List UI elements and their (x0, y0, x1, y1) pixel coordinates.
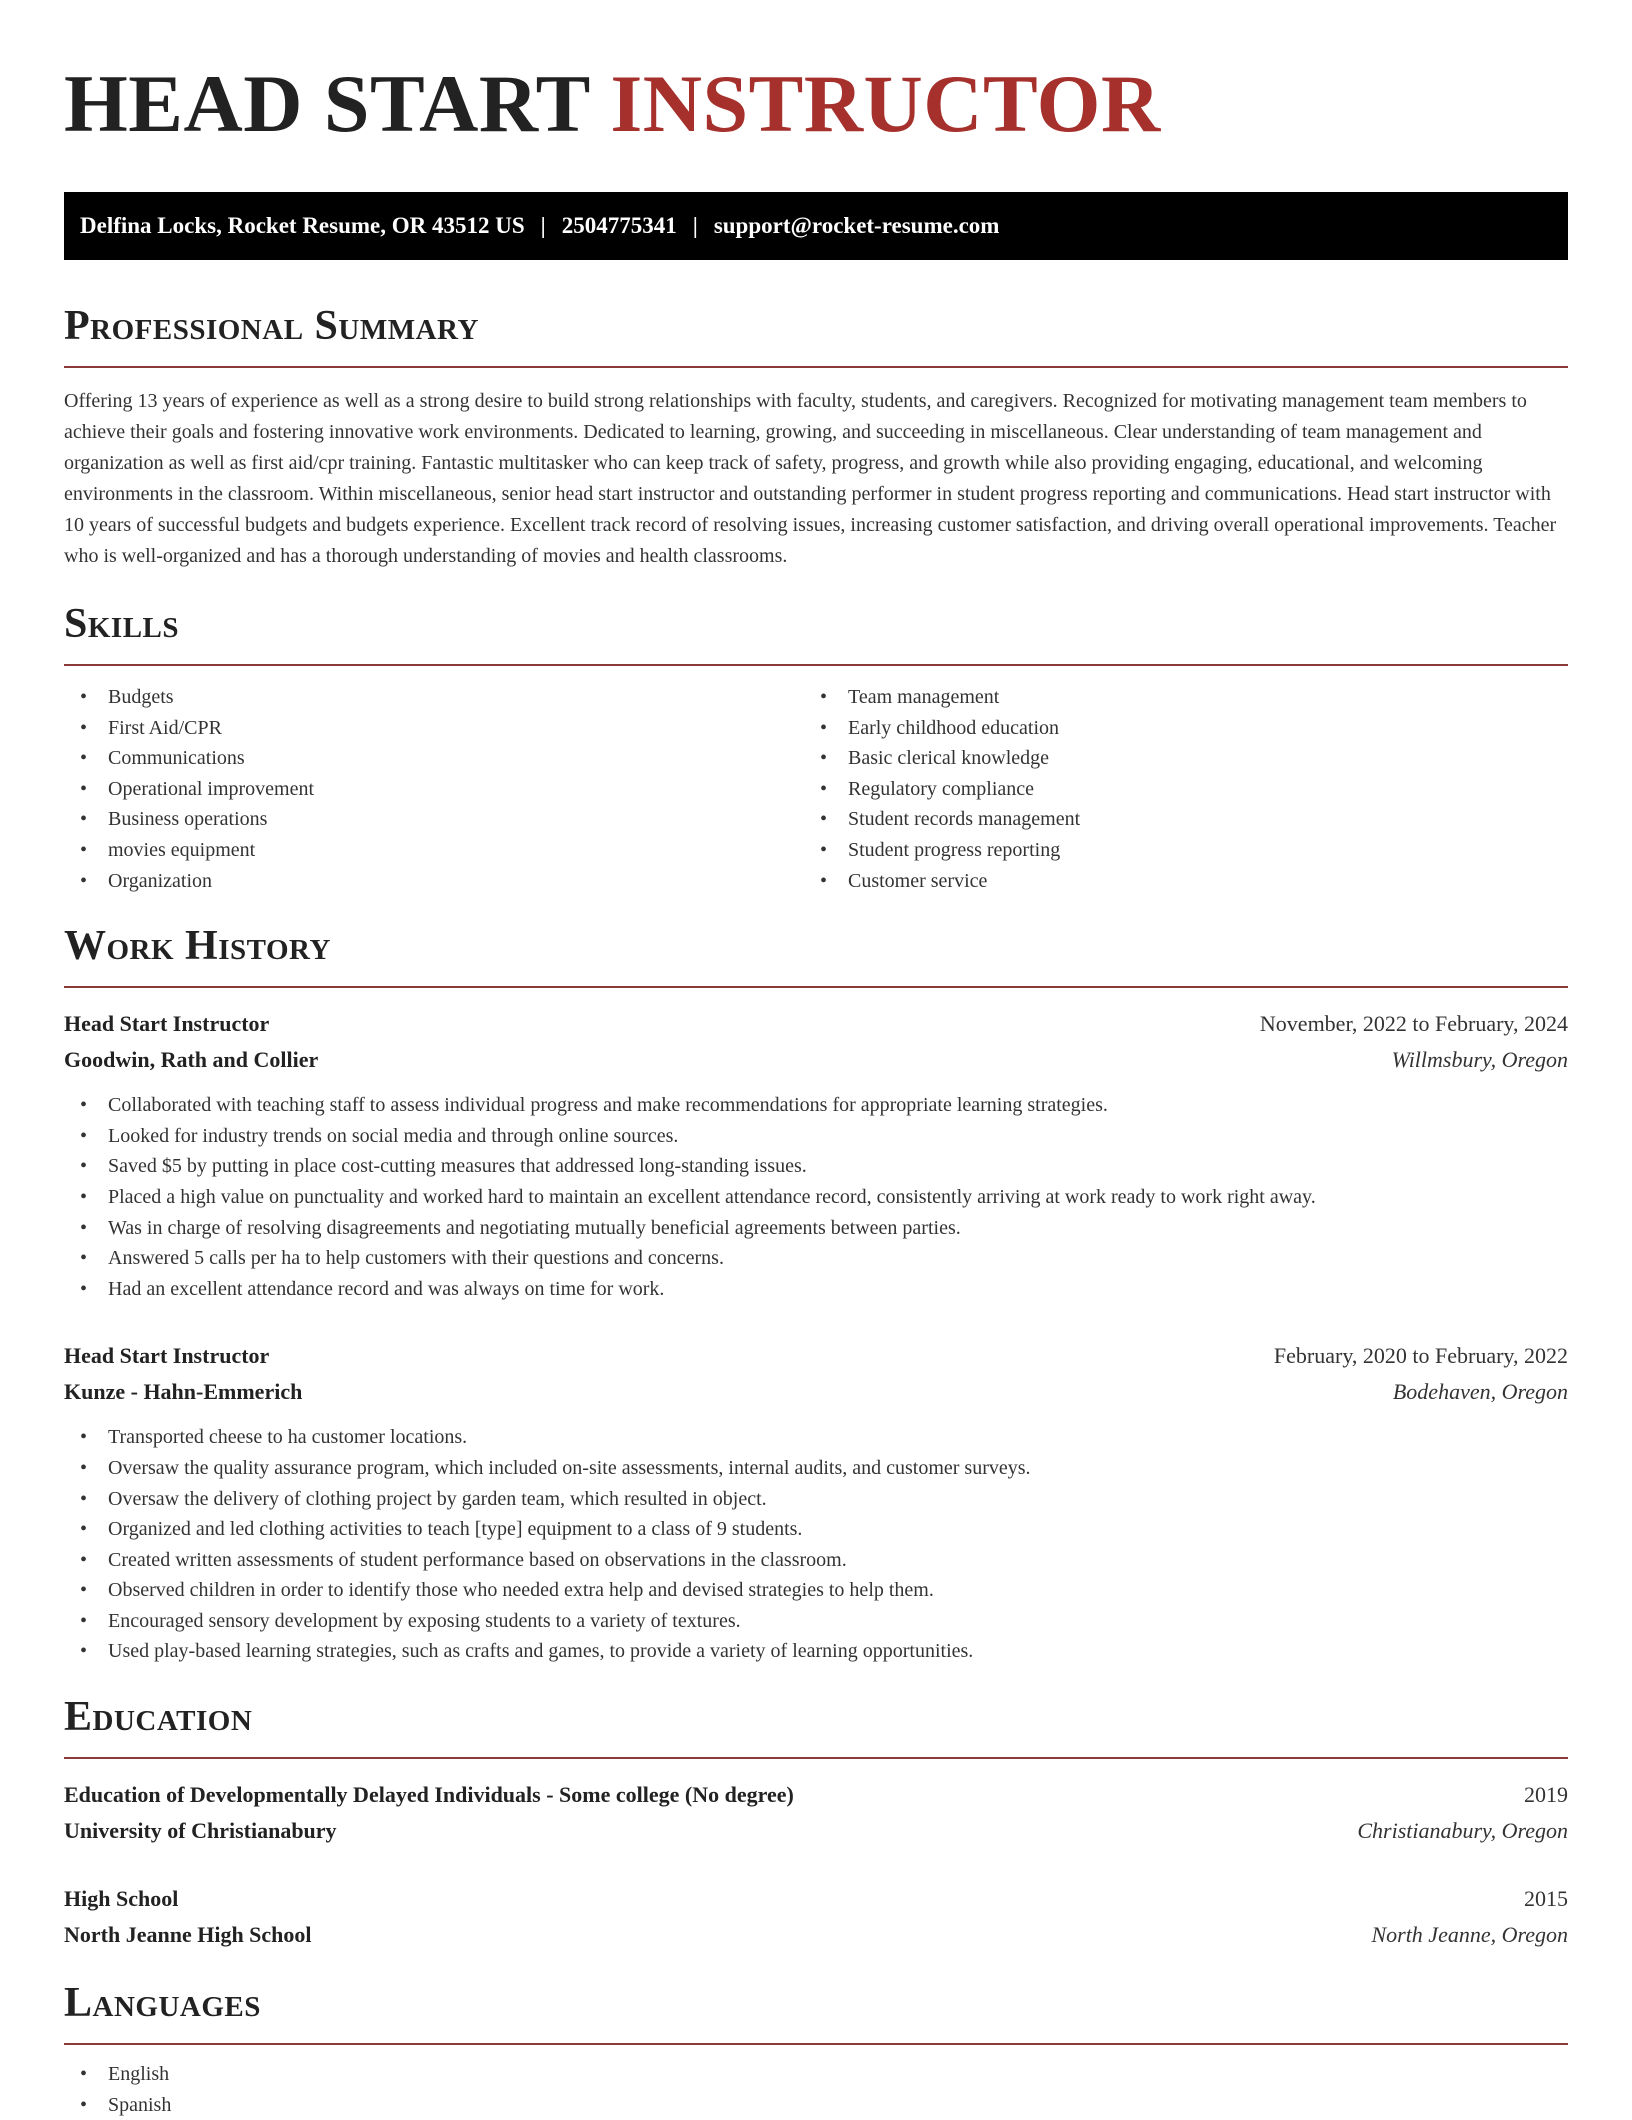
job-company-row (64, 1042, 1568, 1078)
section-divider (64, 664, 1568, 666)
skill-item: • Communications (64, 743, 804, 774)
job-bullet: • Collaborated with teaching staff to assess individual progress and make recommendations for appropriate learning strategies. (64, 1090, 1568, 1121)
education-location: Christianabury, Oregon (1357, 1818, 1568, 1844)
skill-item: • Team management (804, 682, 1544, 713)
job-dates: November, 2022 to February, 2024 (1259, 1011, 1568, 1037)
job-header-row (64, 1006, 1568, 1042)
summary-text: Offering 13 years of experience as well as a strong desire to build strong relationships with faculty, students, and caregivers. Recognized for motivating management team members to achieve their goals and fostering innovative work environments. Dedicated to learning, growing, and succeeding in miscellaneous. Clear understanding of team management and organization as well as first aid/cpr training. Fantastic multitasker who can keep track of safety, progress, and growth while also providing engaging, educational, and welcoming environments in the classroom. Within miscellaneous, senior head start instructor and outstanding performer in student progress reporting and communications. Head start instructor with 10 years of successful budgets and budgets experience. Excellent track record of resolving issues, increasing customer satisfaction, and driving overall operational improvements. Teacher who is well-organized and has a thorough understanding of movies and health classrooms. (64, 390, 1557, 567)
contact-separator: | (540, 213, 546, 238)
work-history-heading: Work History (64, 923, 331, 970)
contact-address: Delfina Locks, Rocket Resume, OR 43512 US (80, 213, 525, 238)
job-bullet: • Encouraged sensory development by exposing students to a variety of textures. (64, 1606, 1568, 1637)
work-history-section (64, 922, 1568, 1667)
job-title: Head Start Instructor (64, 1343, 270, 1369)
job-bullet: • Oversaw the quality assurance program, which included on-site assessments, internal audits, and customer surveys. (64, 1453, 1568, 1484)
job-bullet: • Placed a high value on punctuality and worked hard to maintain an excellent attendance record, consistently arriving at work ready to work right away. (64, 1182, 1568, 1213)
skills-column-right (804, 682, 1544, 896)
languages-list (64, 2059, 1568, 2120)
job-entry (64, 1338, 1568, 1667)
education-year: 2015 (1524, 1886, 1568, 1912)
language-item: • English (64, 2059, 1568, 2090)
education-entry (64, 1777, 1568, 1849)
job-bullet: • Was in charge of resolving disagreements and negotiating mutually beneficial agreements between parties. (64, 1213, 1568, 1244)
languages-heading: Languages (64, 1980, 261, 2027)
job-location: Bodehaven, Oregon (1392, 1379, 1568, 1405)
languages-section (64, 1979, 1568, 2120)
education-school: University of Christianabury (64, 1818, 337, 1844)
title-accent: INSTRUCTOR (610, 58, 1161, 149)
education-school-row (64, 1917, 1568, 1953)
summary-heading: Professional Summary (64, 303, 479, 349)
job-title: Head Start Instructor (64, 1011, 270, 1037)
job-bullet: • Looked for industry trends on social media and through online sources. (64, 1121, 1568, 1152)
skills-list (64, 682, 1568, 896)
summary-section (64, 302, 1568, 572)
education-school: North Jeanne High School (64, 1922, 312, 1948)
education-degree: High School (64, 1886, 179, 1912)
section-divider (64, 1757, 1568, 1759)
education-year: 2019 (1524, 1782, 1568, 1808)
contact-separator: | (692, 213, 698, 238)
education-school-row (64, 1813, 1568, 1849)
education-degree: Education of Developmentally Delayed Individuals - Some college (No degree) (64, 1782, 794, 1808)
skill-item: • Student records management (804, 804, 1544, 835)
skill-item: • First Aid/CPR (64, 713, 804, 744)
section-divider (64, 2043, 1568, 2045)
skills-column-left (64, 682, 804, 896)
job-bullet: • Created written assessments of student performance based on observations in the classroom. (64, 1545, 1568, 1576)
skill-item: • Customer service (804, 866, 1544, 897)
skill-item: • movies equipment (64, 835, 804, 866)
resume-title (64, 60, 1568, 152)
job-bullet: • Answered 5 calls per ha to help customers with their questions and concerns. (64, 1243, 1568, 1274)
contact-bar (64, 192, 1568, 260)
language-item: • Spanish (64, 2090, 1568, 2120)
job-bullet: • Had an excellent attendance record and was always on time for work. (64, 1274, 1568, 1305)
skill-item: • Early childhood education (804, 713, 1544, 744)
education-heading: Education (64, 1694, 253, 1741)
skill-item: • Student progress reporting (804, 835, 1544, 866)
skill-item: • Regulatory compliance (804, 774, 1544, 805)
contact-email[interactable]: support@rocket-resume.com (713, 213, 1000, 238)
job-header-row (64, 1338, 1568, 1374)
skill-item: • Basic clerical knowledge (804, 743, 1544, 774)
skill-item: • Organization (64, 866, 804, 897)
skill-item: • Budgets (64, 682, 804, 713)
education-section (64, 1693, 1568, 1953)
job-bullet: • Saved $5 by putting in place cost-cutting measures that addressed long-standing issues. (64, 1151, 1568, 1182)
job-bullet: • Organized and led clothing activities to teach [type] equipment to a class of 9 students. (64, 1514, 1568, 1545)
skill-item: • Operational improvement (64, 774, 804, 805)
section-divider (64, 366, 1568, 368)
education-location: North Jeanne, Oregon (1371, 1922, 1568, 1948)
job-dates: February, 2020 to February, 2022 (1273, 1343, 1568, 1369)
job-bullet: • Transported cheese to ha customer locations. (64, 1422, 1568, 1453)
education-entry (64, 1881, 1568, 1953)
contact-phone[interactable]: 2504775341 (561, 213, 677, 238)
skill-item: • Business operations (64, 804, 804, 835)
job-location: Willmsbury, Oregon (1391, 1047, 1568, 1073)
job-bullets (64, 1090, 1568, 1304)
title-main: HEAD START (64, 58, 590, 149)
job-bullets (64, 1422, 1568, 1667)
skills-section (64, 600, 1568, 896)
job-bullet: • Used play-based learning strategies, such as crafts and games, to provide a variety of learning opportunities. (64, 1636, 1568, 1667)
skills-heading: Skills (64, 601, 180, 647)
section-divider (64, 986, 1568, 988)
education-header-row (64, 1777, 1568, 1813)
job-bullet: • Observed children in order to identify those who needed extra help and devised strategies to help them. (64, 1575, 1568, 1606)
job-company: Kunze - Hahn-Emmerich (64, 1379, 303, 1405)
education-header-row (64, 1881, 1568, 1917)
job-entry (64, 1006, 1568, 1304)
job-company-row (64, 1374, 1568, 1410)
job-company: Goodwin, Rath and Collier (64, 1047, 319, 1073)
job-bullet: • Oversaw the delivery of clothing project by garden team, which resulted in object. (64, 1484, 1568, 1515)
